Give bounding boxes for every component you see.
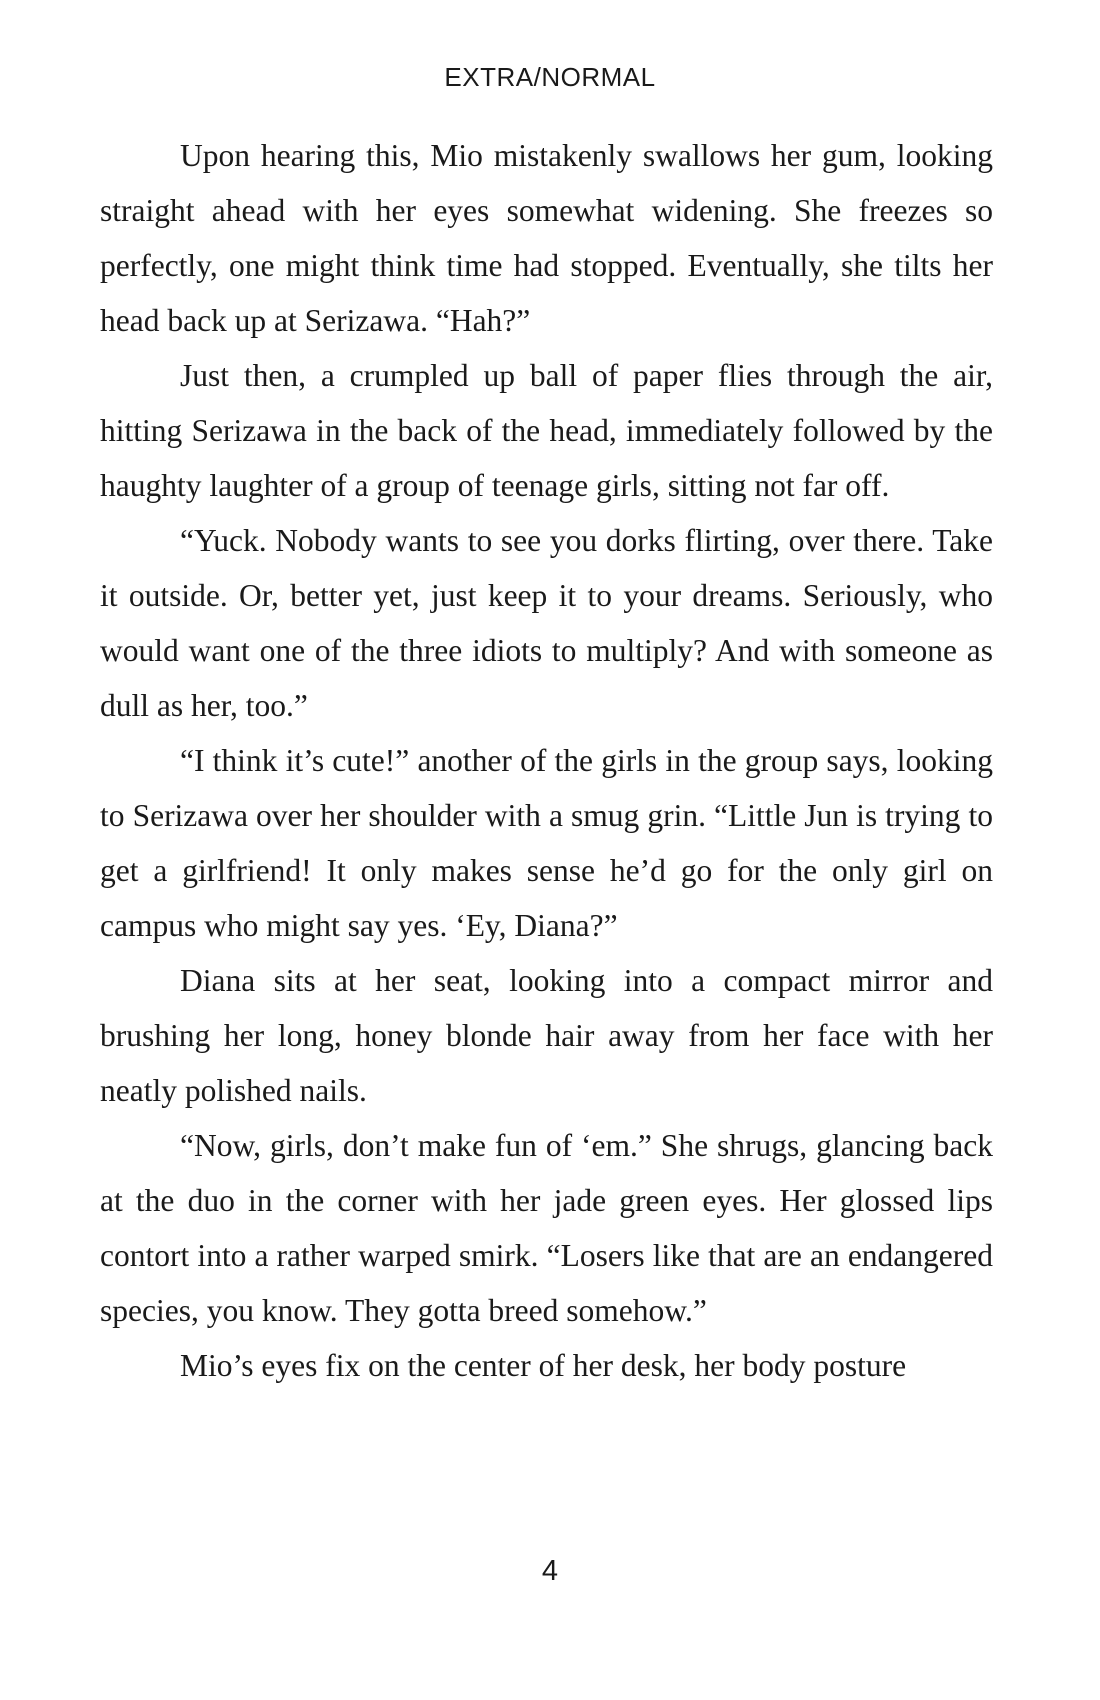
- paragraph: Just then, a crumpled up ball of paper flies through the air, hitting Serizawa in the back of the head, immediately followed by the haughty laughter of a group of teenage girls, sitting not far off.: [100, 358, 993, 503]
- page-body: [100, 128, 993, 1393]
- paragraph: “I think it’s cute!” another of the girls in the group says, looking to Serizawa over her shoulder with a smug grin. “Little Jun is trying to get a girlfriend! It only makes sense he’d go for the only girl on campus who might say yes. ‘Ey, Diana?”: [100, 743, 993, 943]
- paragraph: “Yuck. Nobody wants to see you dorks flirting, over there. Take it outside. Or, better yet, just keep it to your dreams. Seriously, who would want one of the three idiots to multiply? And with someone as dull as her, too.”: [100, 523, 993, 723]
- paragraph: Upon hearing this, Mio mistakenly swallows her gum, looking straight ahead with her eyes somewhat widening. She freezes so perfectly, one might think time had stopped. Eventually, she tilts her head back up at Serizawa. “Hah?”: [100, 138, 993, 338]
- running-header: EXTRA/NORMAL: [444, 62, 656, 92]
- paragraph: “Now, girls, don’t make fun of ‘em.” She shrugs, glancing back at the duo in the corner with her jade green eyes. Her glossed lips contort into a rather warped smirk. “Losers like that are an endangered species, you know. They gotta breed somehow.”: [100, 1128, 993, 1328]
- page-number: 4: [541, 1555, 559, 1587]
- paragraph: Diana sits at her seat, looking into a compact mirror and brushing her long, honey blonde hair away from her face with her neatly polished nails.: [100, 963, 993, 1108]
- paragraph: Mio’s eyes fix on the center of her desk, her body posture: [180, 1348, 907, 1383]
